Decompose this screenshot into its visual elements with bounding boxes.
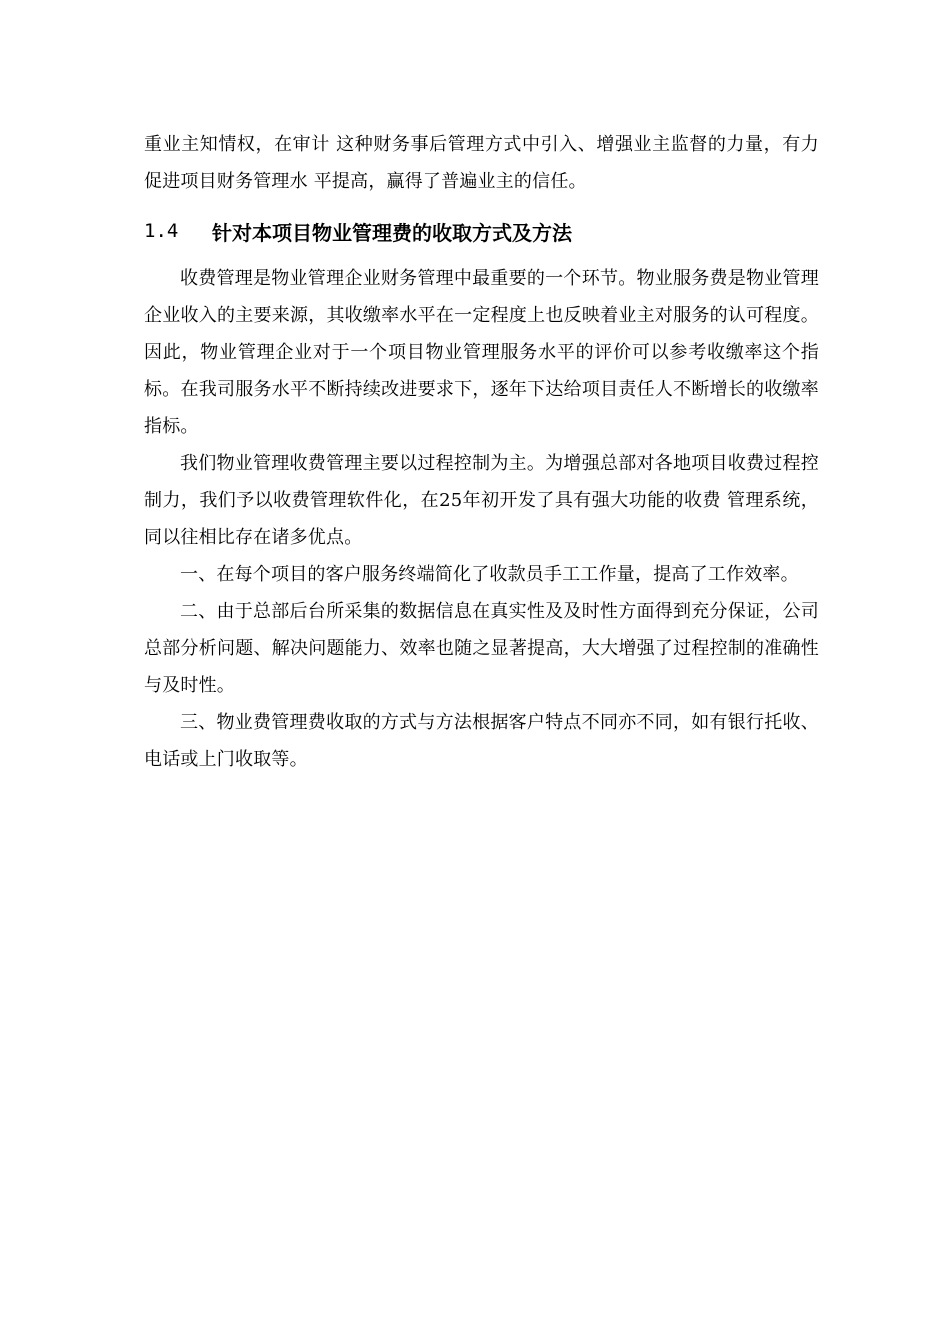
paragraph-fee-management: 收费管理是物业管理企业财务管理中最重要的一个环节。物业服务费是物业管理企业收入的主要来源，其收缴率水平在一定程度上也反映着业主对服务的认可程度。因此，物业管理企业对于一个项目物业管理服务水平的评价可以参考收缴率这个指标。在我司服务水平不断持续改进要求下，逐年下达给项目责任人不断增长的收缴率指标。 bbox=[144, 268, 819, 437]
paragraph-advantage-one: 一、在每个项目的客户服务终端简化了收款员手工工作量，提高了工作效率。 bbox=[180, 564, 799, 585]
document-body bbox=[144, 126, 819, 778]
paragraph-advantage-two: 二、由于总部后台所采集的数据信息在真实性及及时性方面得到充分保证，公司总部分析问题、解决问题能力、效率也随之显著提高，大大增强了过程控制的准确性与及时性。 bbox=[144, 601, 819, 696]
paragraph-process-control: 我们物业管理收费管理主要以过程控制为主。为增强总部对各地项目收费过程控制力，我们予以收费管理软件化，在25年初开发了具有强大功能的收费 管理系统，同以往相比存在诸多优点。 bbox=[144, 453, 819, 548]
intro-paragraph: 重业主知情权，在审计 这种财务事后管理方式中引入、增强业主监督的力量，有力促进项目财务管理水 平提高，赢得了普遍业主的信任。 bbox=[144, 134, 819, 192]
paragraph-advantage-three: 三、物业费管理费收取的方式与方法根据客户特点不同亦不同，如有银行托收、电话或上门收取等。 bbox=[144, 712, 819, 770]
section-number: 1.4 bbox=[144, 220, 179, 242]
section-title: 针对本项目物业管理费的收取方式及方法 bbox=[212, 220, 572, 245]
section-heading bbox=[144, 212, 819, 250]
